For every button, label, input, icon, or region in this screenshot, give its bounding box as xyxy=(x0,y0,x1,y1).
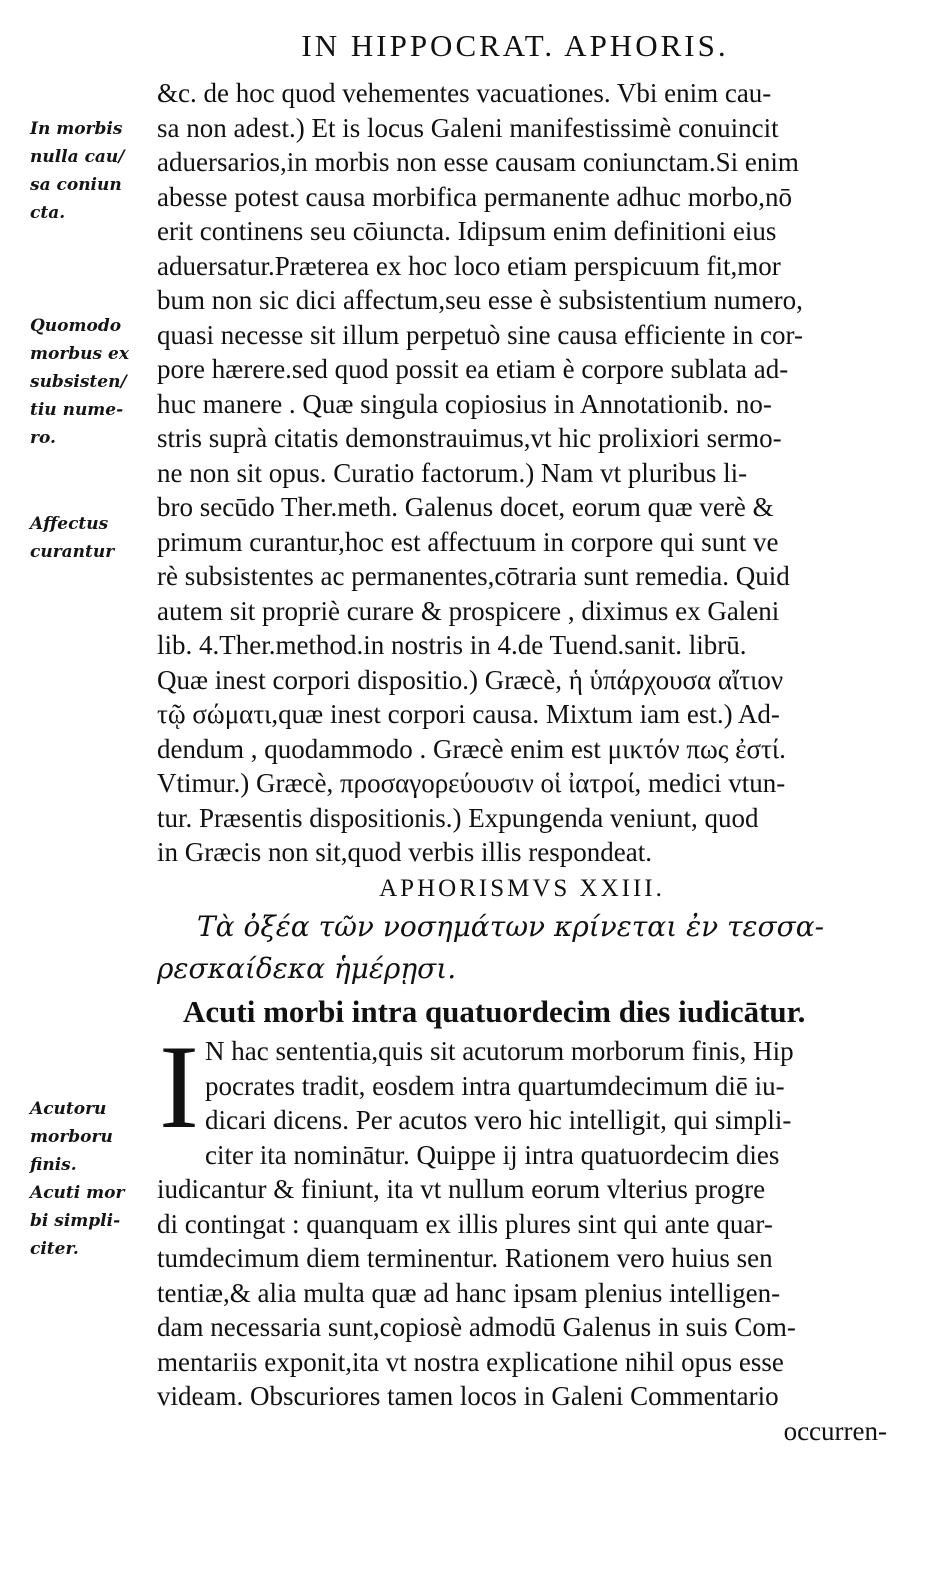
running-head: IN HIPPOCRAT. APHORIS. xyxy=(301,28,729,63)
text-line: tumdecimum diem terminentur. Rationem vero huius sen xyxy=(157,1243,773,1273)
text-line: dicari dicens. Per acutos vero hic intelligit, qui simpli- xyxy=(205,1105,792,1135)
text-line: abesse potest causa morbifica permanente adhuc morbo,nō xyxy=(157,181,793,212)
greek-line: Τὰ ὀξέα τῶν νοσημάτων κρίνεται ἐν τεσσα- xyxy=(197,910,825,943)
margin-note-line: sa coniun xyxy=(30,175,122,195)
text-line: primum curantur,hoc est affectuum in corpore qui sunt ve xyxy=(157,526,779,557)
text-line: Vtimur.) Græcè, προσαγορεύουσιν οἱ ἰατροί, medici vtun- xyxy=(157,768,786,798)
drop-cap: I xyxy=(159,1020,199,1153)
text-line: stris suprà citatis demonstrauimus,vt hic prolixiori sermo- xyxy=(157,423,782,453)
catchword: occurren- xyxy=(783,1415,887,1446)
commentary-paragraph xyxy=(157,76,887,870)
text-line: tur. Præsentis dispositionis.) Expungenda veniunt, quod xyxy=(157,802,759,833)
margin-note-affectus xyxy=(30,510,152,566)
margin-note-coniuncta xyxy=(30,115,152,227)
margin-note-line: subsisten/ xyxy=(30,372,127,392)
text-line: di contingat : quanquam ex illis plures sint qui ante quar- xyxy=(157,1208,773,1239)
text-line: Quæ inest corpori dispositio.) Græcè, ἡ ὑπάρχουσα αἴτιον xyxy=(157,664,784,695)
text-line: &c. de hoc quod vehementes vacuationes. Vbi enim cau- xyxy=(157,78,772,108)
margin-note-line: tiu nume- xyxy=(30,400,124,420)
text-line: τῷ σώματι,quæ inest corpori causa. Mixtum iam est.) Ad- xyxy=(157,699,780,729)
latin-translation: Acuti morbi intra quatuordecim dies iudicātur. xyxy=(183,994,806,1029)
text-line: erit continens seu cōiuncta. Idipsum enim definitioni eius xyxy=(157,216,777,246)
text-line: pocrates tradit, eosdem intra quartumdecimum diē iu- xyxy=(205,1070,785,1101)
text-line: sa non adest.) Et is locus Galeni manifestissimè conuincit xyxy=(157,112,779,143)
margin-note-line: ro. xyxy=(30,428,56,448)
greek-aphorism xyxy=(157,906,887,990)
text-line: autem sit propriè curare & prospicere , diximus ex Galeni xyxy=(157,595,780,626)
text-line: huc manere . Quæ singula copiosius in Annotationib. no- xyxy=(157,388,772,419)
text-line: videam. Obscuriores tamen locos in Galeni Commentario xyxy=(157,1381,779,1411)
margin-note-line: citer. xyxy=(30,1239,79,1259)
text-line: citer ita nominātur. Quippe ij intra quatuordecim dies xyxy=(205,1139,780,1170)
margin-note-acutorum xyxy=(30,1095,152,1263)
margin-note-line: bi simpli- xyxy=(30,1211,121,1231)
margin-note-line: Quomodo xyxy=(30,316,122,336)
margin-note-line: finis. xyxy=(30,1155,77,1175)
text-line: N hac sententia,quis sit acutorum morborum finis, Hip xyxy=(205,1036,794,1066)
margin-note-subsistentium xyxy=(30,312,152,452)
text-line: ne non sit opus. Curatio factorum.) Nam vt pluribus li- xyxy=(157,457,748,488)
margin-note-line: Acutoru xyxy=(30,1099,107,1119)
margin-note-line: Affectus xyxy=(30,514,109,534)
text-line: aduersatur.Præterea ex hoc loco etiam perspicuum fit,mor xyxy=(157,250,781,281)
text-line: bro secūdo Ther.meth. Galenus docet, eorum quæ verè & xyxy=(157,492,774,522)
text-line: bum non sic dici affectum,seu esse è subsistentium numero, xyxy=(157,285,803,315)
exposition-paragraph xyxy=(157,1020,887,1414)
margin-note-line: nulla cau/ xyxy=(30,147,125,167)
margin-note-line: In morbis xyxy=(30,119,123,139)
text-line: aduersarios,in morbis non esse causam coniunctam.Si enim xyxy=(157,147,799,177)
text-line: mentariis exponit,ita vt nostra explicatione nihil opus esse xyxy=(157,1346,784,1377)
text-line: in Græcis non sit,quod verbis illis respondeat. xyxy=(157,837,652,867)
text-line: pore hærere.sed quod possit ea etiam è corpore sublata ad- xyxy=(157,354,789,384)
text-line: dam necessaria sunt,copiosè admodū Galenus in suis Com- xyxy=(157,1312,796,1342)
text-line: quasi necesse sit illum perpetuò sine causa efficiente in cor- xyxy=(157,319,803,350)
margin-note-line: morboru xyxy=(30,1127,113,1147)
margin-note-line: cta. xyxy=(30,203,66,223)
margin-note-line: morbus ex xyxy=(30,344,129,364)
margin-note-line: Acuti mor xyxy=(30,1183,125,1203)
greek-line: ρεσκαίδεκα ἡμέρῃσι. xyxy=(157,952,457,985)
main-text xyxy=(157,76,887,1448)
text-line: iudicantur & finiunt, ita vt nullum eorum vlterius progre xyxy=(157,1174,766,1204)
aphorism-heading: APHORISMVS XXIII. xyxy=(379,874,665,902)
margin-note-line: curantur xyxy=(30,542,115,562)
text-line: dendum , quodammodo . Græcè enim est μικτόν πως ἐστί. xyxy=(157,733,786,764)
text-line: rè subsistentes ac permanentes,cōtraria sunt remedia. Quid xyxy=(157,561,790,591)
text-line: lib. 4.Ther.method.in nostris in 4.de Tuend.sanit. librū. xyxy=(157,630,747,660)
text-line: tentiæ,& alia multa quæ ad hanc ipsam plenius intelligen- xyxy=(157,1277,781,1308)
